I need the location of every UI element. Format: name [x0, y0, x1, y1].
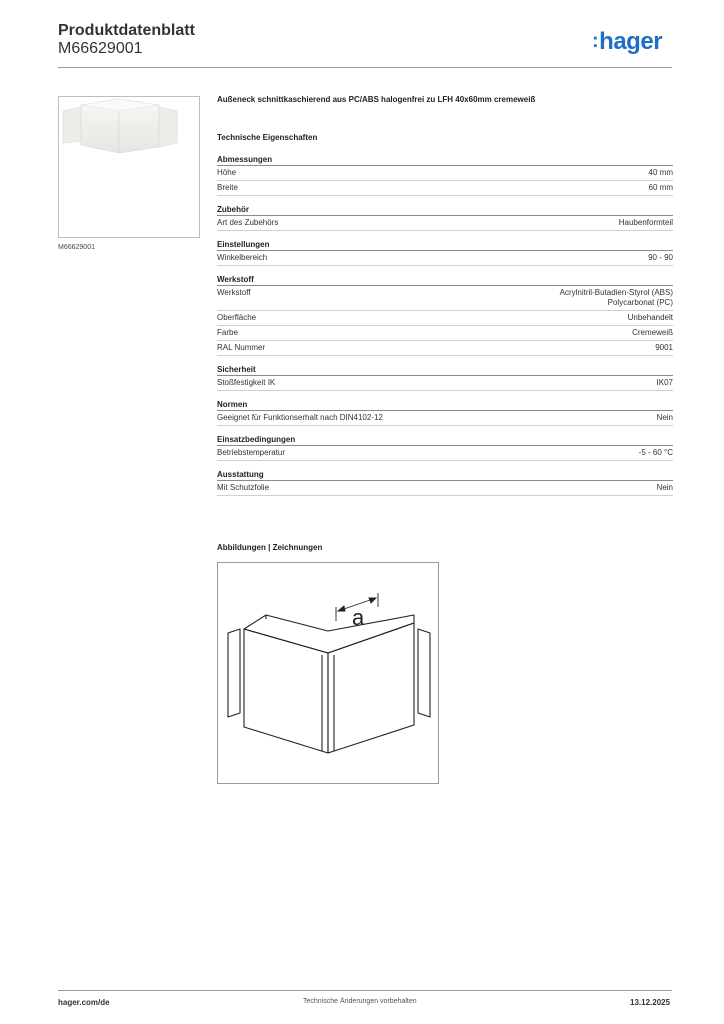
product-description: Außeneck schnittkaschierend aus PC/ABS halogenfrei zu LFH 40x60mm cremeweiß [217, 95, 536, 104]
spec-value: IK07 [656, 378, 673, 387]
spec-value-line: Polycarbonat (PC) [607, 298, 673, 307]
product-thumbnail [58, 96, 200, 238]
spec-row [217, 251, 673, 266]
logo-dots: : [592, 30, 599, 52]
section-ausstattung [217, 470, 673, 496]
spec-value: Nein [656, 413, 673, 422]
spec-row [217, 376, 673, 391]
dimension-label: a [352, 605, 365, 630]
section-abmessungen [217, 155, 673, 196]
tech-heading: Technische Eigenschaften [217, 133, 318, 142]
figures-heading: Abbildungen | Zeichnungen [217, 543, 323, 552]
spec-value: Nein [656, 483, 673, 492]
section-werkstoff [217, 275, 673, 356]
spec-row [217, 481, 673, 496]
section-sicherheit [217, 365, 673, 391]
spec-label: Höhe [217, 168, 237, 177]
technical-drawing [217, 562, 439, 784]
section-title: Zubehör [217, 205, 673, 216]
section-title: Einsatzbedingungen [217, 435, 673, 446]
section-einstellungen [217, 240, 673, 266]
spec-row [217, 286, 673, 311]
product-image [59, 97, 199, 237]
spec-label: Betriebstemperatur [217, 448, 286, 457]
section-zubehoer [217, 205, 673, 231]
product-code: M66629001 [58, 40, 143, 57]
page-title: Produktdatenblatt [58, 22, 195, 39]
spec-label: Winkelbereich [217, 253, 268, 262]
header-divider [58, 67, 672, 68]
spec-label: Farbe [217, 328, 238, 337]
spec-value: 9001 [655, 343, 673, 352]
corner-drawing [218, 563, 438, 783]
spec-row [217, 446, 673, 461]
thumbnail-caption: M66629001 [58, 244, 95, 251]
section-title: Normen [217, 400, 673, 411]
hager-logo [592, 28, 662, 56]
spec-value: Cremeweiß [632, 328, 673, 337]
spec-label: Mit Schutzfolie [217, 483, 270, 492]
section-title: Sicherheit [217, 365, 673, 376]
spec-row [217, 166, 673, 181]
spec-row [217, 411, 673, 426]
spec-label: Stoßfestigkeit IK [217, 378, 276, 387]
spec-value-line: Acrylnitril-Butadien-Styrol (ABS) [559, 288, 673, 297]
spec-label: Art des Zubehörs [217, 218, 279, 227]
spec-row [217, 326, 673, 341]
spec-value: 40 mm [648, 168, 673, 177]
section-title: Ausstattung [217, 470, 673, 481]
section-title: Abmessungen [217, 155, 673, 166]
spec-value [560, 288, 673, 308]
spec-content [217, 95, 673, 505]
spec-label: Breite [217, 183, 238, 192]
section-einsatzbedingungen [217, 435, 673, 461]
footer-divider [58, 990, 672, 991]
footer-website: hager.com/de [58, 998, 110, 1007]
spec-label: RAL Nummer [217, 343, 266, 352]
section-title: Werkstoff [217, 275, 673, 286]
spec-value: -5 - 60 °C [638, 448, 673, 457]
section-title: Einstellungen [217, 240, 673, 251]
spec-label: Werkstoff [217, 288, 251, 297]
spec-value: Unbehandelt [627, 313, 673, 322]
spec-value: 60 mm [648, 183, 673, 192]
spec-label: Geeignet für Funktionserhalt nach DIN4102-12 [217, 413, 383, 422]
spec-value: Haubenformteil [618, 218, 673, 227]
spec-row [217, 216, 673, 231]
logo-text: hager [599, 28, 663, 55]
spec-value: 90 - 90 [648, 253, 673, 262]
spec-row [217, 341, 673, 356]
spec-row [217, 311, 673, 326]
section-normen [217, 400, 673, 426]
spec-row [217, 181, 673, 196]
spec-label: Oberfläche [217, 313, 257, 322]
footer-date: 13.12.2025 [630, 998, 671, 1007]
footer-notice: Technische Änderungen vorbehalten [303, 998, 417, 1005]
